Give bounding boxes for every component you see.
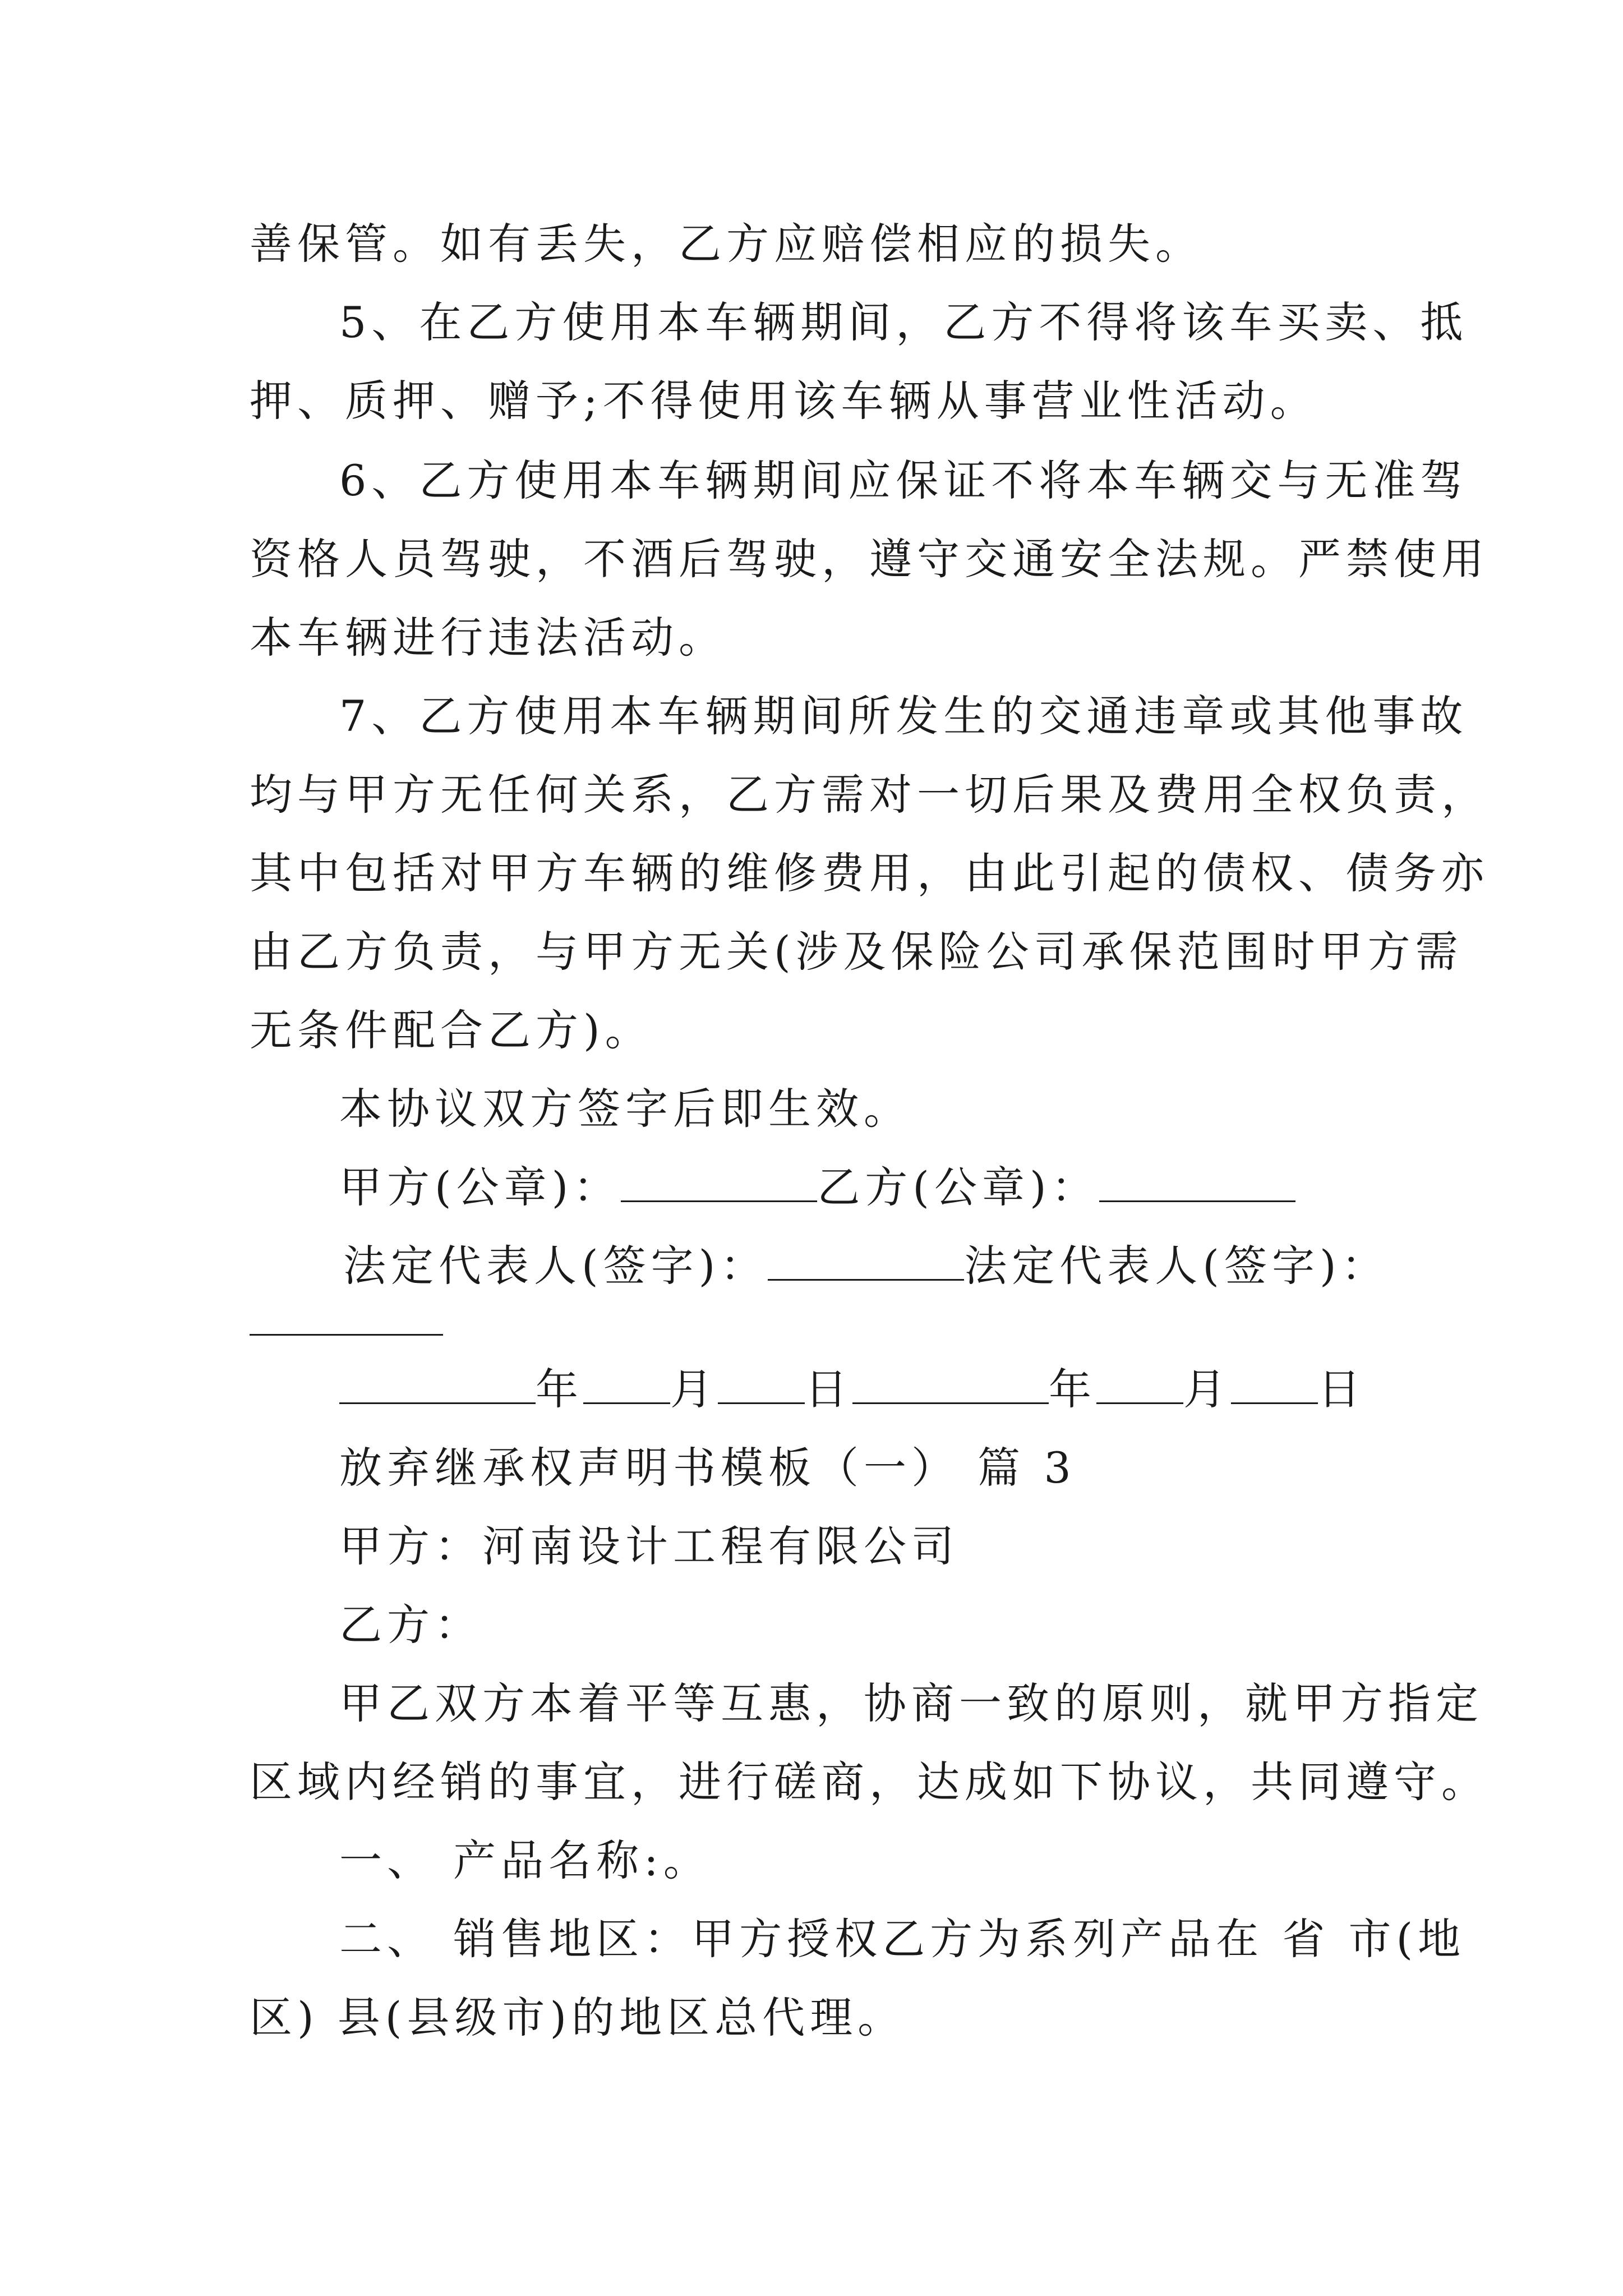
rep-a-label: 法定代表人(签字)： <box>343 1241 768 1291</box>
item-2-line-1: 二、 销售地区：甲方授权乙方为系列产品在 省 市(地 <box>339 1914 1466 1964</box>
year-label-b: 年 <box>1049 1364 1096 1414</box>
clause-7-line-5: 无条件配合乙方)。 <box>250 1005 653 1055</box>
day-label-a: 日 <box>805 1364 852 1414</box>
date-line <box>0 1353 1623 1426</box>
preamble-line-1: 甲乙双方本着平等互惠，协商一致的原则，就甲方指定 <box>339 1678 1483 1728</box>
clause-7-line-3: 其中包括对甲方车辆的维修费用，由此引起的债权、债务亦 <box>250 848 1489 898</box>
month-blank-a <box>583 1368 670 1404</box>
day-blank-a <box>718 1368 805 1404</box>
year-blank-b <box>852 1368 1049 1404</box>
month-label-a: 月 <box>670 1364 718 1414</box>
clause-5-line-2: 押、质押、赠予;不得使用该车辆从事营业性活动。 <box>250 376 1318 426</box>
clause-7-line-2: 均与甲方无任何关系，乙方需对一切后果及费用全权负责， <box>250 770 1489 820</box>
day-label-b: 日 <box>1318 1364 1366 1414</box>
month-blank-b <box>1096 1368 1183 1404</box>
clause-6-line-2: 资格人员驾驶，不酒后驾驶，遵守交通安全法规。严禁使用 <box>250 534 1489 584</box>
party-b-line: 乙方： <box>339 1600 482 1650</box>
clause-6-line-3: 本车辆进行违法活动。 <box>250 613 726 662</box>
rep-b-blank <box>250 1334 443 1336</box>
item-2-line-2: 区) 县(县级市)的地区总代理。 <box>250 1993 906 2042</box>
clause-5-line-1: 5、在乙方使用本车辆期间，乙方不得将该车买卖、抵 <box>339 297 1468 347</box>
day-blank-b <box>1231 1368 1318 1404</box>
clause-6-line-1: 6、乙方使用本车辆期间应保证不将本车辆交与无准驾 <box>339 455 1468 505</box>
month-label-b: 月 <box>1183 1364 1231 1414</box>
text-line: 善保管。如有丢失，乙方应赔偿相应的损失。 <box>250 219 1203 269</box>
year-label-a: 年 <box>536 1364 583 1414</box>
clause-7-line-1: 7、乙方使用本车辆期间所发生的交通违章或其他事故 <box>339 691 1468 741</box>
item-1-product-name: 一、 产品名称:。 <box>339 1835 711 1885</box>
party-a-seal-label: 甲方(公章)： <box>339 1162 621 1212</box>
party-b-seal-label: 乙方(公章)： <box>817 1162 1099 1212</box>
party-b-seal-blank <box>1099 1166 1295 1202</box>
seal-line <box>0 1151 1623 1224</box>
section-title: 放弃继承权声明书模板（一） 篇 3 <box>339 1443 1076 1493</box>
preamble-line-2: 区域内经销的事宜，进行磋商，达成如下协议，共同遵守。 <box>250 1757 1489 1807</box>
effective-statement: 本协议双方签字后即生效。 <box>339 1084 911 1134</box>
rep-a-blank <box>768 1244 964 1281</box>
clause-7-line-4: 由乙方负责，与甲方无关(涉及保险公司承保范围时甲方需 <box>250 927 1463 977</box>
party-a-line: 甲方：河南设计工程有限公司 <box>339 1521 959 1571</box>
representative-line <box>0 1230 1623 1303</box>
year-blank-a <box>339 1368 536 1404</box>
rep-b-label: 法定代表人(签字)： <box>964 1241 1389 1291</box>
party-a-seal-blank <box>621 1166 817 1202</box>
